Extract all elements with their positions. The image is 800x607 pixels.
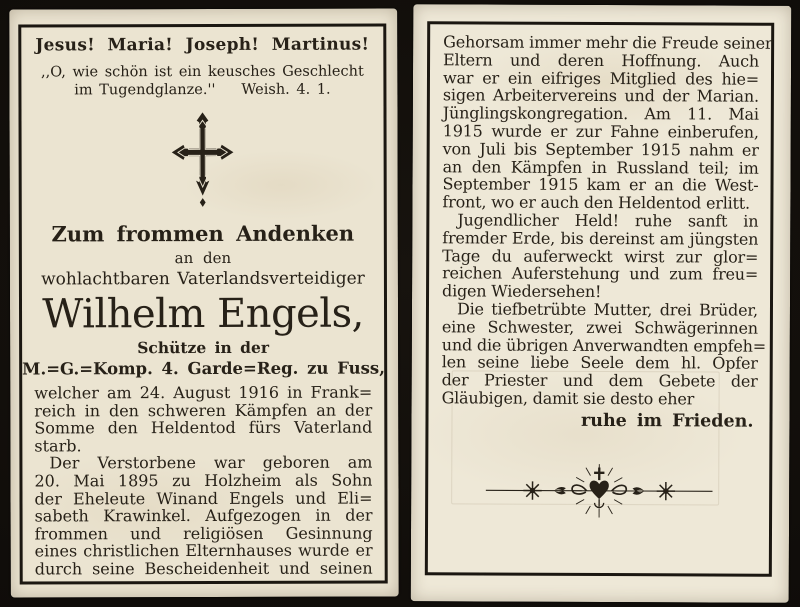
body-text-line: 20. Mai 1895 zu Holzheim als Sohn	[34, 470, 373, 491]
body-text-line: Jünglingskongregation. Am 11. Mai	[442, 103, 759, 124]
quote-citation: Weish. 4. 1.	[241, 81, 331, 98]
left-page-body-text	[34, 384, 373, 578]
body-text-line: war er ein eifriges Mitglied des hie=	[442, 67, 760, 89]
body-text-line: September 1915 kam er an die West-	[442, 174, 759, 196]
military-unit-line: M.=G.=Komp. 4. Garde=Reg. zu Fuss,	[22, 358, 385, 379]
body-text-line: eine Schwester, zwei Schwägerinnen	[441, 317, 758, 338]
body-text-line: Somme den Heldentod fürs Vaterland	[34, 417, 373, 438]
right-page-body-text	[441, 32, 773, 409]
memorial-cross-icon	[157, 109, 247, 209]
left-page-border-frame	[18, 24, 387, 585]
body-text-line: frommen und religiösen Gesinnung	[34, 523, 373, 544]
body-text-line: Tage du auferweckt wirst zur glor=	[442, 245, 759, 267]
right-page-border-frame	[425, 21, 774, 577]
memorial-subheading-1: an den	[174, 248, 232, 268]
invocation-name: Martinus!	[271, 34, 370, 55]
body-text-line: fremder Erde, bis dereinst am jüngsten	[442, 228, 759, 249]
memorial-heading: Zum frommen Andenken	[51, 220, 355, 247]
body-text-line: Gehorsam immer mehr die Freude seiner	[443, 32, 773, 53]
body-text-line: front, wo er auch den Heldentod erlitt.	[442, 192, 750, 213]
body-text-line: der Eheleute Winand Engels und Eli=	[34, 488, 373, 509]
body-text-line: reichen Auferstehung und zum freu=	[442, 263, 759, 285]
cross-heart-anchor-ornament-icon	[474, 450, 724, 529]
body-text-line: eines christlichen Elternhauses wurde er	[34, 540, 373, 561]
invocation-name: Jesus!	[35, 35, 95, 56]
military-rank-line: Schütze in der	[137, 337, 270, 358]
body-text-line: der Priester und dem Gebete der	[441, 370, 758, 391]
body-text-line: starb.	[34, 436, 82, 456]
body-text-line: digen Wiedersehen!	[442, 281, 602, 302]
memorial-card-right-page	[411, 4, 792, 603]
body-text-line: durch seine Bescheidenheit und seinen	[34, 558, 373, 579]
scripture-quote	[21, 63, 383, 100]
body-text-line: Jugendlicher Held! ruhe sanft in	[457, 210, 759, 231]
invocation-row	[35, 35, 369, 56]
body-text-line: Gläubigen, damit sie desto eher	[441, 388, 695, 409]
body-text-line: len seine liebe Seele dem hl. Opfer	[441, 352, 758, 374]
body-text-line: sigen Arbeitervereins und der Marian.	[442, 85, 759, 107]
body-text-line: sabeth Krawinkel. Aufgezogen in der	[34, 505, 373, 526]
body-text-line: Die tiefbetrübte Mutter, drei Brüder,	[456, 299, 759, 320]
body-text-line: und die übrigen Anverwandten empfeh=	[441, 334, 766, 356]
body-text-line: an den Kämpfen in Russland teil; im	[442, 156, 759, 178]
body-text-line: Der Verstorbene war geboren am	[49, 452, 373, 473]
body-text-line: von Juli bis September 1915 nahm er	[442, 139, 759, 160]
memorial-card-left-page	[9, 8, 399, 597]
body-text-line: 1915 wurde er zur Fahne einberufen,	[442, 121, 759, 142]
quote-line-2-text: im Tugendglanze.''	[74, 81, 216, 99]
quote-line-1: ,,O, wie schön ist ein keusches Geschlecht	[40, 63, 364, 81]
quote-line-2	[21, 81, 383, 100]
invocation-name: Joseph!	[185, 34, 260, 56]
deceased-name: Wilhelm Engels,	[42, 290, 364, 338]
memorial-subheading-2: wohlachtbaren Vaterlandsverteidiger	[41, 268, 365, 290]
body-text-line: Eltern und deren Hoffnung. Auch	[443, 50, 760, 71]
invocation-name: Maria!	[107, 35, 174, 56]
body-text-line: reich in den schweren Kämpfen an der	[34, 400, 373, 421]
body-text-line: welcher am 24. August 1916 in Frank=	[34, 382, 373, 403]
closing-blessing: ruhe im Frieden.	[580, 410, 754, 432]
